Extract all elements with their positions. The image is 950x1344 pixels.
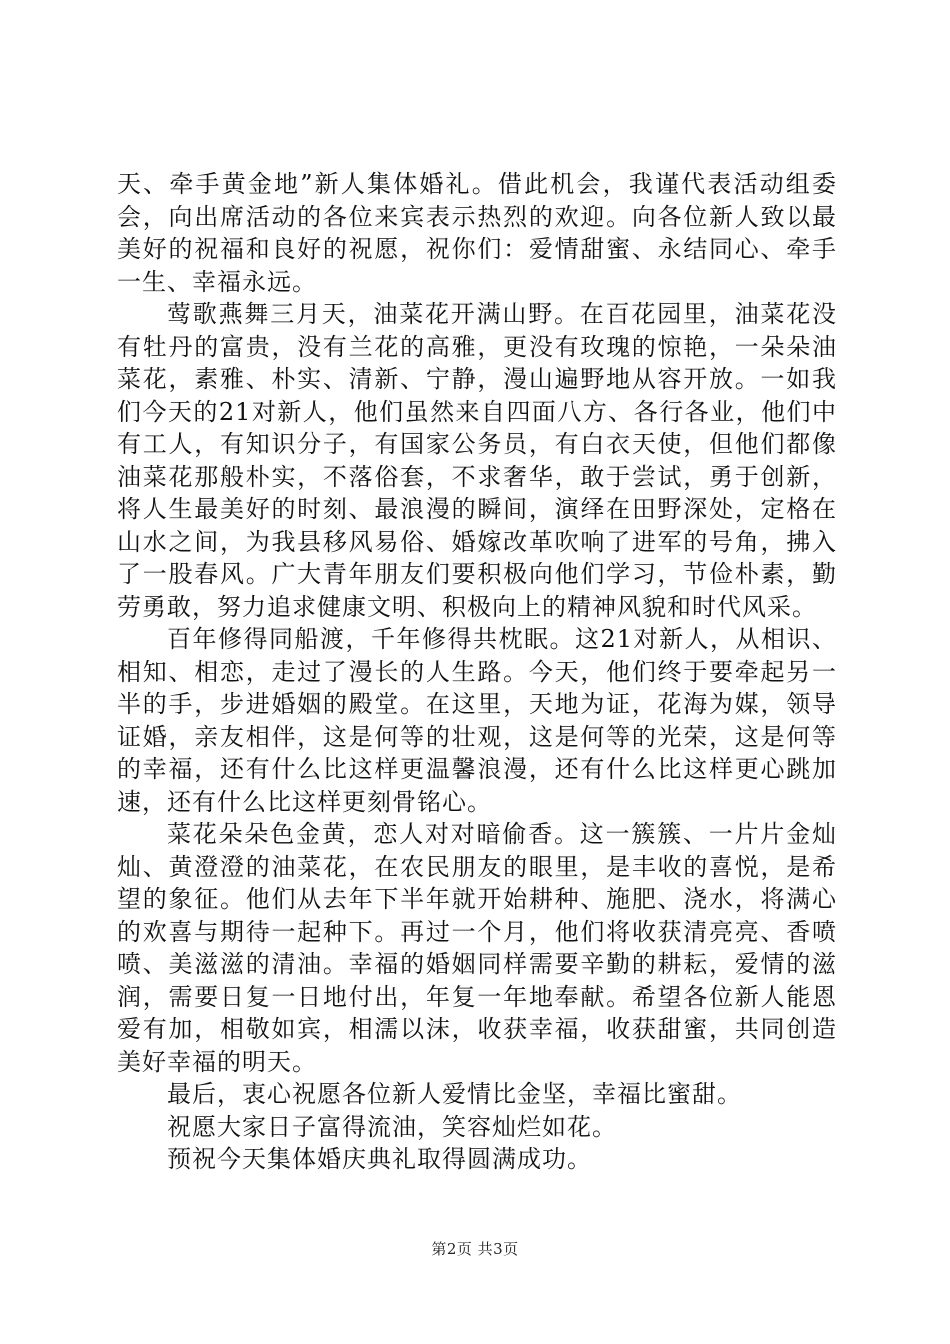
paragraph-1: 天、牵手黄金地”新人集体婚礼。借此机会，我谨代表活动组委会，向出席活动的各位来宾表示热烈的欢迎。向各位新人致以最美好的祝福和良好的祝愿，祝你们：爱情甜蜜、永结同心、牵手一生、幸福永远。 bbox=[117, 170, 837, 296]
paragraph-7: 预祝今天集体婚庆典礼取得圆满成功。 bbox=[167, 1145, 592, 1173]
page-number-footer: 第2页 共3页 bbox=[431, 1240, 519, 1258]
paragraph-4: 菜花朵朵色金黄，恋人对对暗偷香。这一簇簇、一片片金灿灿、黄澄澄的油菜花，在农民朋友的眼里，是丰收的喜悦，是希望的象征。他们从去年下半年就开始耕种、施肥、浇水，将满心的欢喜与期待一起种下。再过一个月，他们将收获清亮亮、香喷喷、美滋滋的清油。幸福的婚姻同样需要辛勤的耕耘，爱情的滋润，需要日复一日地付出，年复一年地奉献。希望各位新人能恩爱有加，相敬如宾，相濡以沫，收获幸福，收获甜蜜，共同创造美好幸福的明天。 bbox=[117, 820, 837, 1076]
paragraph-5: 最后，衷心祝愿各位新人爱情比金坚，幸福比蜜甜。 bbox=[167, 1080, 742, 1108]
paragraph-2: 莺歌燕舞三月天，油菜花开满山野。在百花园里，油菜花没有牡丹的富贵，没有兰花的高雅，更没有玫瑰的惊艳，一朵朵油菜花，素雅、朴实、清新、宁静，漫山遍野地从容开放。一如我们今天的21对新人，他们虽然来自四面八方、各行各业，他们中有工人，有知识分子，有国家公务员，有白衣天使，但他们都像油菜花那般朴实，不落俗套，不求奢华，敢于尝试，勇于创新，将人生最美好的时刻、最浪漫的瞬间，演绎在田野深处，定格在山水之间，为我县移风易俗、婚嫁改革吹响了进军的号角，拂入了一股春风。广大青年朋友们要积极向他们学习，节俭朴素，勤劳勇敢，努力追求健康文明、积极向上的精神风貌和时代风采。 bbox=[117, 300, 837, 621]
paragraph-3: 百年修得同船渡，千年修得共枕眠。这21对新人，从相识、相知、相恋，走过了漫长的人生路。今天，他们终于要牵起另一半的手，步进婚姻的殿堂。在这里，天地为证，花海为媒，领导证婚，亲友相伴，这是何等的壮观，这是何等的光荣，这是何等的幸福，还有什么比这样更温馨浪漫，还有什么比这样更心跳加速，还有什么比这样更刻骨铭心。 bbox=[117, 625, 837, 816]
paragraph-6: 祝愿大家日子富得流油，笑容灿烂如花。 bbox=[167, 1112, 617, 1141]
document-body bbox=[117, 168, 837, 1176]
